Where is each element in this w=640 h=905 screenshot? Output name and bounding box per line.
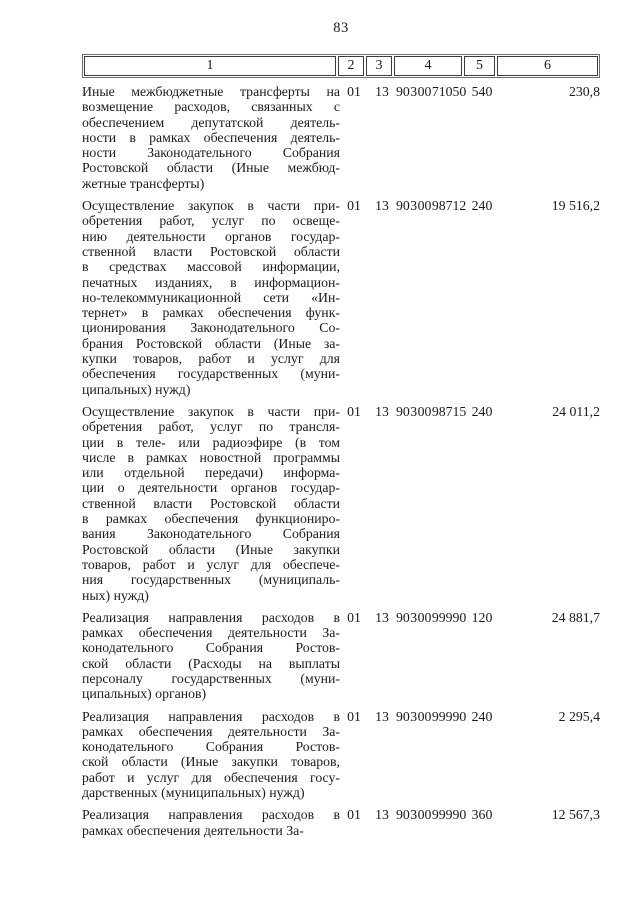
table-row	[82, 709, 600, 801]
row-text-line: тернет» в рамках обеспечения функ-	[82, 305, 340, 321]
row-text-line: конодательного Собрания Ростов-	[82, 739, 340, 755]
row-name-cell	[82, 709, 340, 801]
row-text-line: персоналу государственных (муни-	[82, 670, 340, 686]
row-text-line: Реализация направления расходов в	[82, 609, 340, 625]
row-amount: 12 567,3	[551, 807, 600, 823]
row-text-line: ственной власти Ростовской области	[82, 495, 340, 511]
row-target-article-code: 90 3 00 99990	[396, 807, 467, 823]
table-body	[82, 84, 600, 838]
row-text-line: ных) нужд)	[82, 587, 149, 603]
row-text-line: Ростовской области (Иные межбюд-	[82, 160, 340, 176]
row-text-line: товаров, работ и услуг для обеспече-	[82, 556, 340, 572]
row-text-line: рамках обеспечения деятельности За-	[82, 822, 304, 838]
row-text-line: ципальных) нужд)	[82, 381, 191, 397]
table-row	[82, 404, 600, 603]
header-cell-2: 2	[338, 56, 364, 76]
row-text-line: рамках обеспечения деятельности За-	[82, 723, 340, 739]
row-section-code: 01	[347, 403, 361, 419]
row-text-line: рамках обеспечения деятельности За-	[82, 625, 340, 641]
page-number: 83	[333, 20, 349, 36]
row-text-line: нию деятельности органов государ-	[82, 228, 340, 244]
row-subsection-code: 13	[375, 403, 389, 419]
row-target-article-code: 90 3 00 99990	[396, 609, 467, 625]
row-text-line: Осуществление закупок в части при-	[82, 198, 340, 214]
row-text-line: обретения работ, услуг по освеще-	[82, 213, 340, 229]
row-text-line: брания Ростовской области (Иные за-	[82, 335, 340, 351]
row-text-line: обеспечением депутатской деятель-	[82, 114, 340, 130]
header-cell-1: 1	[84, 56, 336, 76]
row-section-code: 01	[347, 198, 361, 214]
row-text-line: ционирования Законодательного Со-	[82, 320, 340, 336]
row-text-line: в рамках обеспечения функциониро-	[82, 511, 340, 527]
table-header-row	[82, 54, 600, 78]
row-name-cell	[82, 610, 340, 702]
row-text-line: ности Законодательного Собрания	[82, 145, 340, 161]
row-text-line: вания Законодательного Собрания	[82, 526, 340, 542]
row-subsection-code: 13	[375, 807, 389, 823]
row-text-line: ности в рамках обеспечения деятель-	[82, 129, 340, 145]
row-text-line: ской области (Иные закупки товаров,	[82, 754, 340, 770]
row-expense-type-code: 240	[471, 198, 493, 214]
row-section-code: 01	[347, 84, 361, 99]
row-text-line: числе в рамках новостной программы	[82, 449, 340, 465]
row-text-line: ции в теле- или радиоэфире (в том	[82, 434, 340, 450]
row-amount: 24 011,2	[552, 403, 600, 419]
row-expense-type-code: 360	[471, 807, 493, 823]
row-target-article-code: 90 3 00 99990	[396, 708, 467, 724]
row-text-line: Ростовской области (Иные закупки	[82, 541, 340, 557]
row-name-cell	[82, 807, 340, 838]
row-text-line: ской области (Расходы на выплаты	[82, 655, 340, 671]
row-text-line: конодательного Собрания Ростов-	[82, 640, 340, 656]
row-expense-type-code: 120	[471, 609, 493, 625]
table-row	[82, 610, 600, 702]
row-text-line: жетные трансферты)	[82, 175, 205, 191]
row-text-line: ственной власти Ростовской области	[82, 243, 340, 259]
row-text-line: Реализация направления расходов в	[82, 807, 340, 823]
row-subsection-code: 13	[375, 708, 389, 724]
row-expense-type-code: 240	[471, 708, 493, 724]
row-text-line: но-телекоммуникационной сети «Ин-	[82, 289, 340, 305]
header-cell-6: 6	[497, 56, 598, 76]
row-subsection-code: 13	[375, 609, 389, 625]
header-cell-4: 4	[394, 56, 462, 76]
row-subsection-code: 13	[375, 84, 389, 99]
row-text-line: обретения работ, услуг по трансля-	[82, 419, 340, 435]
row-section-code: 01	[347, 708, 361, 724]
row-amount: 24 881,7	[551, 609, 600, 625]
row-amount: 19 516,2	[551, 198, 600, 214]
table-row	[82, 198, 600, 397]
row-target-article-code: 90 3 00 98712	[396, 198, 467, 214]
table-row	[82, 84, 600, 191]
row-text-line: Иные межбюджетные трансферты на	[82, 84, 340, 99]
row-text-line: работ и услуг для обеспечения госу-	[82, 769, 340, 785]
row-text-line: ния государственных (муниципаль-	[82, 572, 340, 588]
row-text-line: Реализация направления расходов в	[82, 708, 340, 724]
row-text-line: печатных изданиях, в информацион-	[82, 274, 340, 290]
row-section-code: 01	[347, 609, 361, 625]
row-text-line: купки товаров, работ и услуг для	[82, 351, 340, 367]
row-text-line: дарственных (муниципальных) нужд)	[82, 785, 305, 801]
row-expense-type-code: 540	[471, 84, 493, 99]
row-expense-type-code: 240	[471, 403, 493, 419]
row-text-line: Осуществление закупок в части при-	[82, 403, 340, 419]
row-target-article-code: 90 3 00 71050	[396, 84, 467, 99]
header-cell-3: 3	[366, 56, 392, 76]
row-section-code: 01	[347, 807, 361, 823]
row-name-cell	[82, 404, 340, 603]
row-subsection-code: 13	[375, 198, 389, 214]
row-text-line: в средствах массовой информации,	[82, 259, 340, 275]
row-name-cell	[82, 84, 340, 191]
row-target-article-code: 90 3 00 98715	[396, 403, 467, 419]
row-amount: 2 295,4	[558, 708, 600, 724]
row-text-line: обеспечения государственных (муни-	[82, 366, 340, 382]
row-text-line: или отдельной передачи) информа-	[82, 465, 340, 481]
table-row	[82, 807, 600, 838]
row-name-cell	[82, 198, 340, 397]
row-text-line: ции о деятельности органов государ-	[82, 480, 340, 496]
header-cell-5: 5	[464, 56, 495, 76]
row-text-line: возмещение расходов, связанных с	[82, 99, 340, 115]
document-page	[82, 20, 600, 845]
row-amount: 230,8	[568, 84, 600, 99]
row-text-line: ципальных) органов)	[82, 686, 207, 702]
